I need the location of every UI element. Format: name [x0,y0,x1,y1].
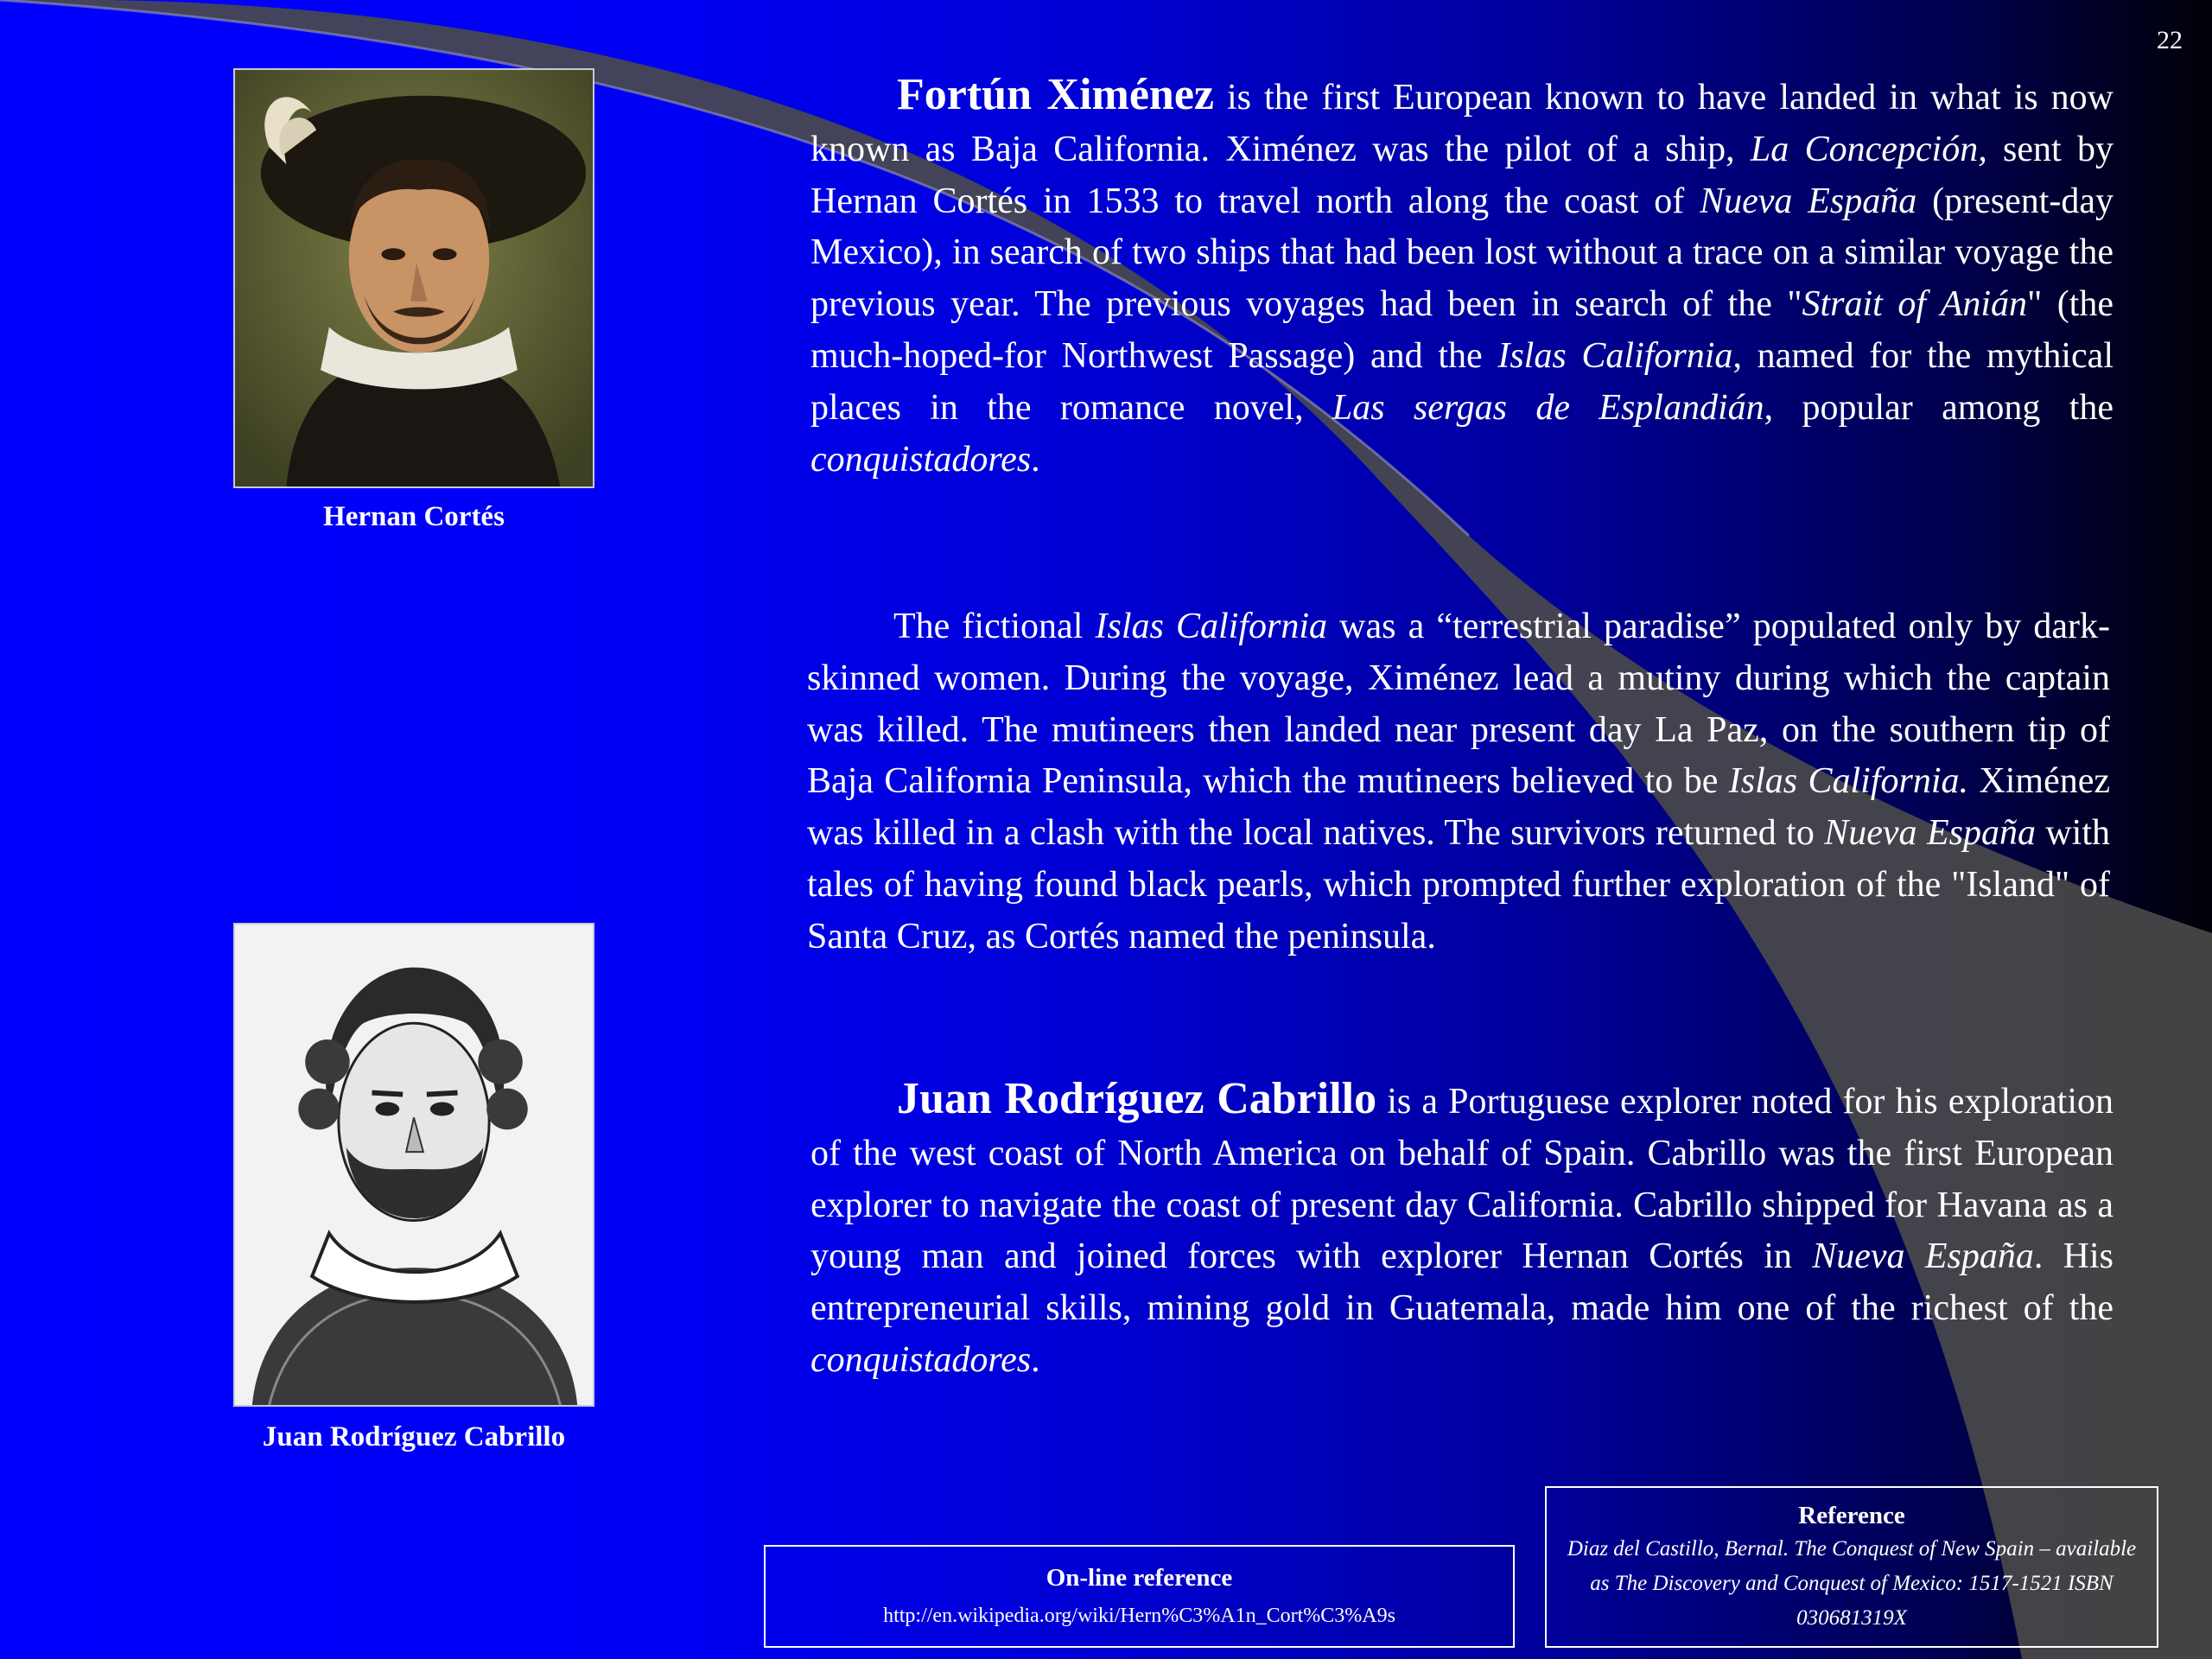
text-run: Ximénez was killed in a clash with the local natives. The survivors returned to [807,761,2110,854]
cabrillo-engraving-icon [235,925,593,1405]
book-reference-text: Diaz del Castillo, Bernal. The Conquest of New Spain – available as The Discovery and Conquest of Mexico: 1517-1521 ISBN 030681319X [1567,1537,2137,1630]
book-reference-box [1545,1486,2158,1648]
text-run: , popular among the [1764,387,2114,428]
italic-text-run: Nueva España [1824,813,2036,854]
text-run: (present-day Mexico), in search of two ships that had been lost without a trace on a similar voyage the previous year. The previous voyages had been in search of the " [810,181,2114,325]
italic-text-run: conquistadores [810,1339,1032,1380]
text-run: , named for the mythical places in the romance novel, [810,335,2113,428]
ximenez-paragraph [810,69,2113,486]
online-reference-box [764,1545,1515,1648]
cortes-portrait-icon [235,70,593,486]
online-reference-link[interactable]: http://en.wikipedia.org/wiki/Hern%C3%A1n_Cort%C3%A9s [883,1605,1395,1627]
text-run: sent by Hernan Cortés in 1533 to travel north along the coast of [810,129,2114,221]
text-run: . [1031,1339,1040,1380]
islas-california-paragraph [807,601,2110,963]
italic-text-run: Islas California. [1728,761,1969,802]
text-run: is the first European known to have landed in what is now known as Baja California. Ximénez was the pilot of a ship, [810,78,2113,169]
italic-text-run: Nueva España [1700,181,1917,221]
cortes-portrait-image [233,68,594,488]
online-reference-title: On-line reference [1046,1564,1233,1592]
text-run: with tales of having found black pearls, which prompted further exploration of the "Island" of Santa Cruz, as Cortés named the peninsula. [807,813,2111,957]
italic-text-run: Strait of Anián [1802,284,2028,325]
paragraph-name: Fortún Ximénez [897,70,1214,119]
italic-text-run: conquistadores [810,439,1032,480]
slide-number: 22 [2157,26,2183,54]
text-run: . His entrepreneurial skills, mining gold in Guatemala, made him one of the richest of the [810,1236,2113,1329]
italic-text-run: Islas California [1497,335,1733,376]
text-run: " (the much-hoped-for Northwest Passage) and the [810,284,2113,376]
cabrillo-caption: Juan Rodríguez Cabrillo [262,1421,566,1452]
text-run: . [1031,439,1040,480]
italic-text-run: La Concepción, [1750,129,1987,169]
cabrillo-portrait-image [233,923,594,1407]
cortes-caption: Hernan Cortés [323,501,505,532]
cabrillo-paragraph [810,1073,2113,1387]
italic-text-run: Islas California [1095,607,1328,646]
paragraph-name: Juan Rodríguez Cabrillo [897,1074,1377,1123]
italic-text-run: Nueva España [1812,1236,2034,1277]
text-run: The fictional [893,607,1096,646]
italic-text-run: Las sergas de Esplandián [1332,387,1764,428]
text-run: was a “terrestrial paradise” populated only by dark-skinned women. During the voyage, Ximénez lead a mutiny during which the captain was killed. The mutineers then landed near present day La Paz, on the southern tip of Baja California Peninsula, which the mutineers believed to be [807,607,2110,802]
text-run: is a Portuguese explorer noted for his exploration of the west coast of North America on behalf of Spain. Cabrillo was the first European explorer to navigate the coast of present day California. Cabrillo shipped for Havana as a young man and joined forces with explorer Hernan Cortés in [810,1082,2113,1277]
book-reference-title: Reference [1798,1502,1905,1529]
